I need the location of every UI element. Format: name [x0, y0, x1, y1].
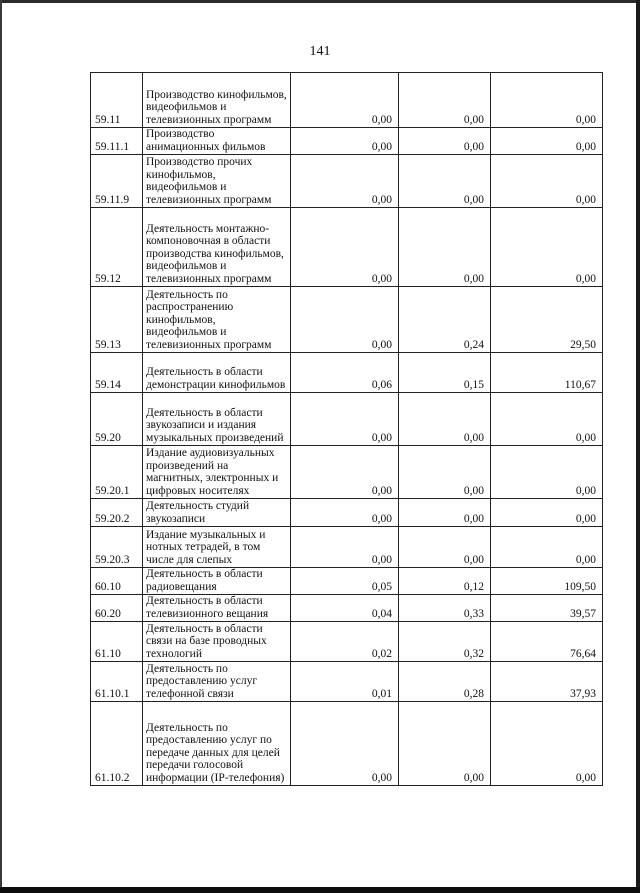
value-col3: 109,50: [491, 568, 603, 595]
activity-code: 59.12: [91, 208, 143, 287]
activity-code: 59.20.2: [91, 499, 143, 527]
value-col2: 0,15: [399, 353, 491, 393]
table-row: [91, 622, 603, 662]
value-col3: 0,00: [491, 208, 603, 287]
activity-name: Издание музыкальных и нотных тетрадей, в том числе для слепых: [143, 527, 291, 568]
activity-code: 59.11.9: [91, 155, 143, 208]
value-col3: 37,93: [491, 662, 603, 702]
activity-code: 61.10.1: [91, 662, 143, 702]
activity-code: 60.10: [91, 568, 143, 595]
activity-name: Производство прочих кинофильмов, видеофильмов и телевизионных программ: [143, 155, 291, 208]
table-row: [91, 527, 603, 568]
table-row: [91, 208, 603, 287]
value-col2: 0,00: [399, 73, 491, 128]
value-col2: 0,24: [399, 287, 491, 353]
activity-name: Издание аудиовизуальных произведений на магнитных, электронных и цифровых носителях: [143, 446, 291, 499]
activity-name: Деятельность по распространению кинофильмов, видеофильмов и телевизионных программ: [143, 287, 291, 353]
table-row: [91, 446, 603, 499]
table-row: [91, 393, 603, 446]
activity-code: 59.20.1: [91, 446, 143, 499]
value-col1: 0,00: [291, 702, 399, 786]
value-col2: 0,32: [399, 622, 491, 662]
table-row: [91, 353, 603, 393]
activity-code: 59.11.1: [91, 128, 143, 155]
scan-top-edge: [0, 0, 640, 3]
value-col3: 0,00: [491, 155, 603, 208]
value-col2: 0,00: [399, 393, 491, 446]
table-row: [91, 287, 603, 353]
table-row: [91, 595, 603, 622]
value-col1: 0,00: [291, 287, 399, 353]
value-col3: 0,00: [491, 393, 603, 446]
table-row: [91, 662, 603, 702]
activity-name: Деятельность по предоставлению услуг по передаче данных для целей передачи голосовой информации (IP-телефония): [143, 702, 291, 786]
value-col1: 0,04: [291, 595, 399, 622]
activity-name: Производство кинофильмов, видеофильмов и телевизионных программ: [143, 73, 291, 128]
activity-code: 59.20.3: [91, 527, 143, 568]
value-col1: 0,00: [291, 527, 399, 568]
value-col1: 0,05: [291, 568, 399, 595]
value-col2: 0,00: [399, 155, 491, 208]
activity-table: [90, 72, 603, 786]
value-col2: 0,28: [399, 662, 491, 702]
activity-name: Деятельность студий звукозаписи: [143, 499, 291, 527]
value-col1: 0,00: [291, 128, 399, 155]
value-col3: 110,67: [491, 353, 603, 393]
scan-bottom-edge: [0, 887, 640, 893]
value-col2: 0,12: [399, 568, 491, 595]
value-col1: 0,01: [291, 662, 399, 702]
activity-code: 59.11: [91, 73, 143, 128]
scan-left-edge: [0, 0, 2, 893]
value-col2: 0,33: [399, 595, 491, 622]
value-col2: 0,00: [399, 446, 491, 499]
table-row: [91, 499, 603, 527]
value-col1: 0,00: [291, 393, 399, 446]
activity-name: Деятельность в области демонстрации кинофильмов: [143, 353, 291, 393]
value-col3: 76,64: [491, 622, 603, 662]
value-col3: 29,50: [491, 287, 603, 353]
activity-code: 59.14: [91, 353, 143, 393]
activity-code: 59.13: [91, 287, 143, 353]
value-col3: 39,57: [491, 595, 603, 622]
value-col3: 0,00: [491, 527, 603, 568]
page-number: 141: [309, 44, 331, 59]
scan-right-edge: [636, 0, 640, 893]
value-col2: 0,00: [399, 702, 491, 786]
activity-name: Деятельность в области связи на базе проводных технологий: [143, 622, 291, 662]
value-col2: 0,00: [399, 128, 491, 155]
value-col1: 0,00: [291, 155, 399, 208]
value-col2: 0,00: [399, 499, 491, 527]
value-col1: 0,00: [291, 499, 399, 527]
table-row: [91, 73, 603, 128]
activity-name: Деятельность в области радиовещания: [143, 568, 291, 595]
value-col2: 0,00: [399, 208, 491, 287]
value-col2: 0,00: [399, 527, 491, 568]
value-col1: 0,00: [291, 446, 399, 499]
activity-code: 61.10.2: [91, 702, 143, 786]
value-col1: 0,00: [291, 208, 399, 287]
value-col3: 0,00: [491, 446, 603, 499]
table-row: [91, 155, 603, 208]
value-col3: 0,00: [491, 702, 603, 786]
activity-code: 61.10: [91, 622, 143, 662]
table-row: [91, 568, 603, 595]
value-col1: 0,06: [291, 353, 399, 393]
table-row: [91, 702, 603, 786]
activity-name: Производство анимационных фильмов: [143, 128, 291, 155]
value-col3: 0,00: [491, 128, 603, 155]
activity-code: 60.20: [91, 595, 143, 622]
activity-name: Деятельность монтажно-компоновочная в области производства кинофильмов, видеофильмов и телевизионных программ: [143, 208, 291, 287]
activity-name: Деятельность в области телевизионного вещания: [143, 595, 291, 622]
value-col3: 0,00: [491, 73, 603, 128]
table-row: [91, 128, 603, 155]
activity-code: 59.20: [91, 393, 143, 446]
value-col3: 0,00: [491, 499, 603, 527]
value-col1: 0,02: [291, 622, 399, 662]
value-col1: 0,00: [291, 73, 399, 128]
activity-name: Деятельность в области звукозаписи и издания музыкальных произведений: [143, 393, 291, 446]
activity-name: Деятельность по предоставлению услуг телефонной связи: [143, 662, 291, 702]
